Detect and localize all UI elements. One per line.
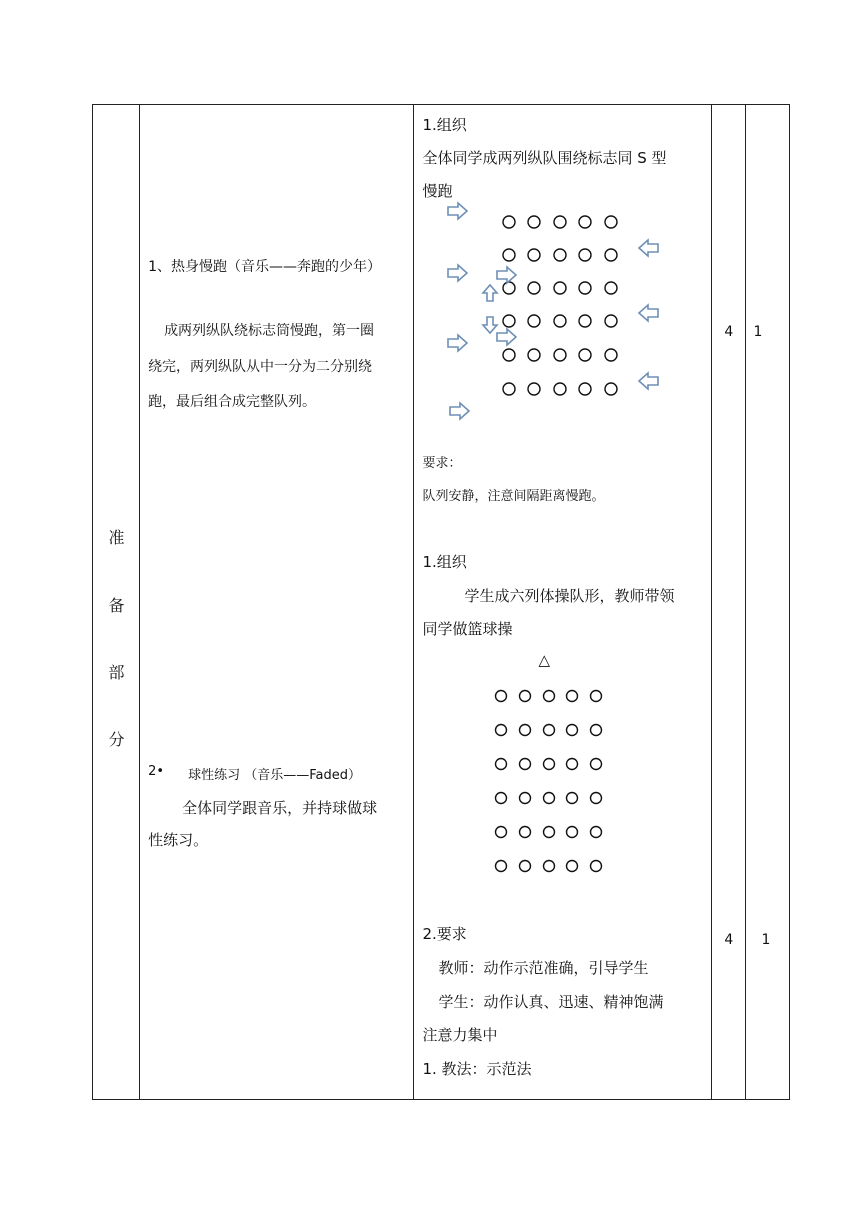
item2-title: 球性练习 （音乐——Faded）: [188, 768, 361, 783]
req2-heading: 2.要求: [422, 925, 467, 943]
req1-heading: 要求：: [422, 456, 462, 471]
organization-cell: [414, 105, 711, 1100]
row2-count: 1: [761, 932, 771, 948]
time-cell: [711, 105, 745, 1100]
req2-student-line: 学生：动作认真、迅速、精神饱满: [438, 993, 664, 1011]
six-column-formation-diagram: [414, 675, 710, 875]
content-cell: [140, 105, 414, 1100]
section-char-4: 分: [108, 730, 125, 749]
org2-heading: 1.组织: [422, 553, 467, 571]
section-cell: [93, 105, 140, 1100]
org2-text-line: 学生成六列体操队形，教师带领: [464, 587, 675, 605]
section-char-1: 准: [108, 528, 125, 547]
org1-text-line: 全体同学成两列纵队围绕标志同 S 型: [422, 149, 667, 167]
right-arrow-icon: [448, 203, 516, 419]
section-char-3: 部: [108, 663, 125, 682]
student-circles: [496, 691, 602, 872]
row1-time: 4: [724, 324, 734, 340]
req1-text: 队列安静，注意间隔距离慢跑。: [422, 489, 605, 504]
item1-desc-line: 跑，最后组合成完整队列。: [148, 394, 317, 410]
item2-desc-line: 全体同学跟音乐，并持球做球: [182, 799, 378, 817]
teacher-triangle-icon: △: [538, 651, 550, 669]
req2-teacher: 教师：动作示范准确，引导学生: [438, 959, 649, 977]
down-arrow-icon: [483, 317, 497, 333]
item1-title: 1、热身慢跑（音乐——奔跑的少年）: [148, 259, 381, 275]
up-arrow-icon: [483, 285, 497, 301]
row2-time: 4: [724, 932, 734, 948]
formation-circles: [503, 216, 617, 395]
item2-desc-line: 性练习。: [148, 831, 209, 849]
org1-text-line: 慢跑: [422, 182, 453, 200]
left-arrow-icon: [639, 240, 658, 389]
teaching-method: 1. 教法：示范法: [422, 1060, 532, 1078]
section-char-2: 备: [108, 596, 125, 615]
req2-student-line: 注意力集中: [422, 1026, 498, 1044]
count-cell: [745, 105, 789, 1100]
lesson-table: [92, 104, 790, 1100]
item2-number: 2•: [148, 764, 165, 779]
row1-count: 1: [753, 324, 763, 340]
org1-heading: 1.组织: [422, 116, 467, 134]
org2-text-line: 同学做篮球操: [422, 620, 513, 638]
item1-desc-line: 成两列纵队绕标志筒慢跑，第一圈: [164, 323, 375, 339]
item1-desc-line: 绕完，两列纵队从中一分为二分别绕: [148, 359, 373, 375]
s-run-formation-diagram: [414, 199, 710, 424]
